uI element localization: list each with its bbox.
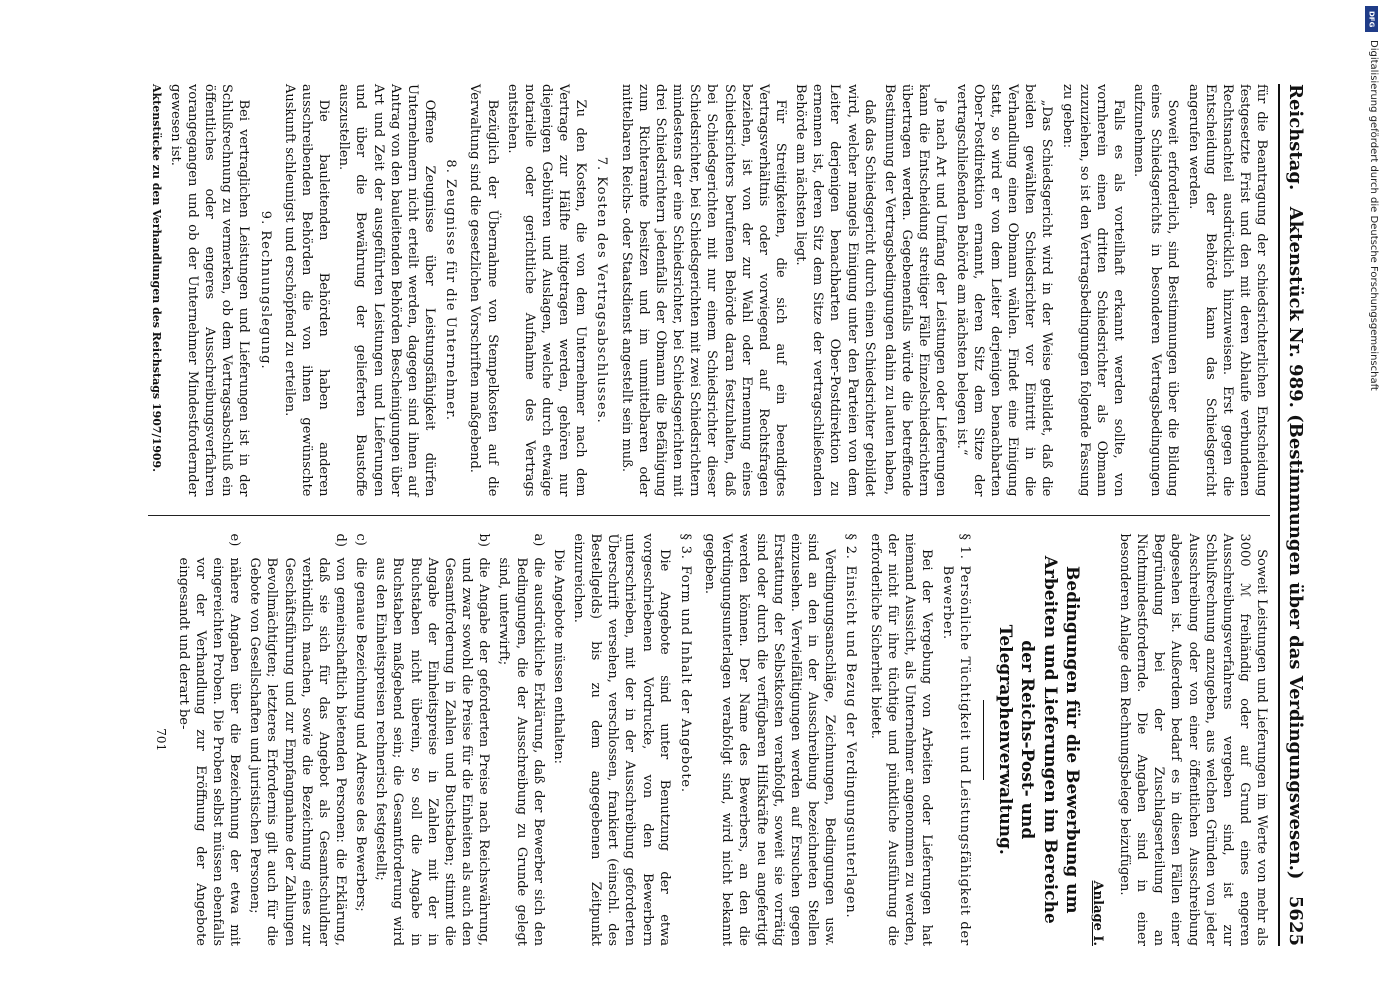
left-paragraph: Falls es als vorteilhaft erkannt werden sollte, von vornherein einen dritten Schiedsrichter als Obmann zuzuziehen, so ist den Vertragsbedingungen folgende Fassung zu geben:: [1059, 84, 1126, 497]
list-item-letter: a): [530, 533, 546, 547]
page-footer: Aktenstücke zu den Verhandlungen des Reichstags 1907/1909.: [149, 84, 163, 472]
paragraph-1-title: Persönliche Tüchtigkeit und Leistungsfähigkeit der Bewerber.: [940, 565, 973, 946]
list-item: [352, 534, 369, 947]
list-item-text: die ausdrückliche Erklärung, daß der Bewerber sich den Bedingungen, die der Ausschreibung zu Grunde gelegt sind, unterwirft;: [496, 557, 546, 946]
page-header: [1278, 84, 1307, 946]
left-paragraph: Für Streitigkeiten, die sich auf ein beendigtes Vertragsverhältnis oder vorwiegend auf Rechtsfragen beziehen, ist von der zur Wahl oder Ernennung eines Schiedsrichters berufenen Behörde daran festzuhalten, daß bei Schiedsgerichten mit nur einem Schiedsrichter dieser Schiedsrichter, bei Schiedsgerichten mit zwei Schiedsrichtern mindestens der eine Schiedsrichter, bei Schiedsgerichten mit drei Schiedsrichtern jedenfalls der Obmann die Befähigung zum Richteramte besitzen und im unmittelbaren oder mittelbaren Reichs- oder Staatsdienst angestellt sein muß.: [618, 84, 789, 497]
paragraph-3-lead: Die Angebote müssen enthalten:: [550, 549, 566, 764]
section-7-paragraph: Zu den Kosten, die von dem Unternehmer nach dem Vertrage zur Hälfte mitgetragen werden, gehören nur diejenigen Gebühren und Auslagen, welche durch etwaige notarielle oder gerichtliche Aufnahme des Vertrags entstehen.: [504, 84, 589, 497]
paragraph-2-text: Verdingungsanschläge, Zeichnungen, Bedingungen usw. sind an den in der Ausschreibung bezeichneten Stellen einzusehen. Vervielfältigungen werden auf Ersuchen gegen Erstattung der Selbstkosten verabfolgt, soweit sie vorrätig sind oder durch die verfügbaren Hilfskräfte neu angefertigt werden können. Der Name des Bewerbers, an den die Verdingungsunterlagen verabfolgt sind, wird nicht bekannt gegeben.: [702, 533, 838, 946]
list-item-letter: b): [476, 533, 492, 547]
list-item-letter: c): [353, 533, 369, 546]
section-8-title: 8. Zeugnisse für die Unternehmer.: [443, 159, 459, 422]
left-paragraph: Soweit erforderlich, sind Bestimmungen über die Bildung eines Schiedsgerichts in besonderen Vertragsbedingungen aufzunehmen.: [1131, 84, 1181, 497]
section-8-paragraph: Die bauleitenden Behörden haben anderen ausschreibenden Behörden die von ihnen gewünschte Auskunft schleunigst und erschöpfend zu erteilen.: [281, 84, 332, 497]
main-title: Bedingungen für die Bewerbung um Arbeiten und Lieferungen im Bereiche der Reichs-Post- und Telegraphenverwaltung.: [995, 555, 1082, 924]
section-8-paragraph: Offene Zeugnisse über Leistungsfähigkeit dürfen Unternehmern nicht erteilt werden, dagegen sind ihnen auf Antrag von den bauleitenden Behörden Bescheinigungen über Art und Zeit der ausgeführten Leistungen und Lieferungen und über die Bewährung der gelieferten Baustoffe auszustellen.: [336, 84, 438, 497]
list-item-text: die genaue Bezeichnung und Adresse des Bewerbers;: [353, 557, 369, 912]
requirement-list: [174, 534, 546, 947]
header-title: Aktenstück Nr. 989. (Bestimmungen über das Verdingungswesen.): [1285, 206, 1306, 880]
paragraph-3-title: Form und Inhalt der Angebote.: [677, 565, 693, 793]
section-9-paragraph: Bei vertraglichen Leistungen und Lieferungen ist in der Schlußrechnung zu vermerken, ob dem Vertragsabschluß ein öffentliches oder engeres Ausschreibungsverfahren vorangegangen und ob der Unternehmer Mindestfordernder gewesen ist.: [167, 84, 252, 497]
scanned-page: [65, 50, 1315, 980]
anlage-label: Anlage I.: [1089, 880, 1105, 946]
paragraph-3-text: Die Angebote sind unter Benutzung der etwa vorgeschriebenen Vordrucke, von den Bewerbern unterschrieben, mit der in der Ausschreibung geforderten Überschrift versehen, verschlossen, frankiert (einschl. des Bestellgelds) bis zu dem angegebenen Zeitpunkt einzureichen.: [571, 533, 672, 946]
list-item-text: von gemeinschaftlich bietenden Personen: die Erklärung, daß sie sich für das Angebot als Gesamtschuldner verbindlich machen, sowie die Bezeichnung eines zur Geschäftsführung und zur Empfangnahme der Zahlungen Bevollmächtigten; letzteres Erfordernis gilt auch für die Gebote von Gesellschaften und juristischen Personen;: [247, 557, 348, 946]
list-item-letter: e): [227, 533, 243, 547]
list-item: [174, 534, 243, 947]
paragraph-2-heading: [842, 534, 859, 947]
digitization-credit: [1365, 6, 1379, 706]
right-intro-paragraph: Soweit Leistungen und Lieferungen im Werte von mehr als 3000 ℳ freihändig oder auf Grund eines engeren Ausschreibungsverfahrens vergeben sind, ist zur Schlußrechnung anzugeben, aus welchen Gründen von jeder Ausschreibung oder von einer öffentlichen Ausschreibung abgesehen ist. Außerdem bedarf es in diesen Fällen einer Begründung bei der Zuschlagserteilung an Nichtmindestfordernde. Die Angaben sind in einer besonderen Anlage dem Rechnungsbelege beizufügen.: [1117, 533, 1270, 946]
list-item-letter: d): [333, 533, 348, 547]
left-paragraph: „Das Schiedsgericht wird in der Weise gebildet, daß die beiden gewählten Schiedsrichter vor Eintritt in die Verhandlung einen Obmann wählen. Findet eine Einigung statt, so wird er von dem Leiter derjenigen benachbarten Ober-Postdirektion ernannt, deren Sitz dem Sitze der vertragschließenden Behörde am nächsten belegen ist.“: [953, 84, 1055, 497]
left-paragraph: für die Beantragung der schiedsrichterlichen Entscheidung festgesetzte Frist und den mit deren Ablaufe verbundenen Rechtsnachteil ausdrücklich hinzuweisen. Erst gegen die Entscheidung der Behörde kann das Schiedsgericht angerufen werden.: [1185, 84, 1270, 497]
section-9-title: 9. Rechnungslegung.: [257, 210, 273, 370]
page-number: 701: [154, 728, 169, 752]
column-divider: [148, 515, 1270, 516]
text-columns: [148, 84, 1270, 946]
left-paragraph: Je nach Art und Umfang der Leistungen oder Lieferungen kann die Entscheidung streitiger Fälle Einzelschiedsrichtern übertragen werden. Gegebenenfalls würde die betreffende Bestimmung der Vertragsbedingungen dahin zu lauten haben,: [881, 84, 949, 497]
left-paragraph: daß das Schiedsgericht durch einen Schiedsrichter gebildet wird, welcher mangels Einigung unter den Parteien von dem Leiter derjenigen benachbarten Ober-Postdirektion zu ernennen ist, deren Sitz dem Sitze der vertragschließenden Behörde am nächsten liegt.: [793, 84, 877, 497]
paragraph-1-text: Bei der Vergebung von Arbeiten oder Lieferungen hat niemand Aussicht, als Unternehmer angenommen zu werden, der nicht für ihre tüchtige und pünktliche Ausführung die erforderliche Sicherheit bietet.: [867, 533, 934, 946]
paragraph-1-number: § 1.: [957, 533, 973, 560]
paragraph-3-heading: [677, 534, 694, 947]
paragraph-2-number: § 2.: [843, 533, 859, 560]
paragraph-2-title: Einsicht und Bezug der Verdingungsunterlagen.: [843, 565, 859, 919]
paragraph-1-heading: [939, 534, 973, 947]
list-item: [495, 534, 546, 947]
section-7-paragraph: Bezüglich der Übernahme von Stempelkosten auf die Verwaltung sind die gesetzlichen Vorschriften maßgebend.: [467, 84, 500, 497]
section-7-title: 7. Kosten des Vertragsabschlusses.: [594, 156, 610, 424]
header-page-number: 5625: [1285, 895, 1306, 946]
right-column: [148, 534, 1270, 947]
title-divider: [983, 700, 984, 780]
header-left: Reichstag.: [1285, 84, 1306, 191]
list-item-text: nähere Angaben über die Bezeichnung der etwa mit eingereichten Proben. Die Proben selbst müssen ebenfalls vor der Verhandlung zur Eröffnung der Angebote eingesandt und derart be-: [175, 557, 243, 946]
dfg-logo-icon: DFG: [1365, 6, 1378, 32]
list-item: [246, 534, 349, 947]
list-item: [372, 534, 492, 947]
credit-text: Digitalisierung gefördert durch die Deutsche Forschungsgemeinschaft: [1368, 40, 1379, 391]
left-column: [148, 84, 1270, 497]
paragraph-3-number: § 3.: [677, 533, 693, 560]
list-item-text: die Angabe der geforderten Preise nach Reichswährung, und zwar sowohl die Preise für die Einheiten als auch den Gesamtforderung in Zahlen und Buchstaben; stimmt die Angabe der Einheitspreise in Zahlen mit der in Buchstaben nicht überein, so soll die Angabe in Buchstaben maßgebend sein; die Gesamtforderung wird aus den Einheitspreisen rechnerisch festgestellt;: [373, 557, 492, 946]
